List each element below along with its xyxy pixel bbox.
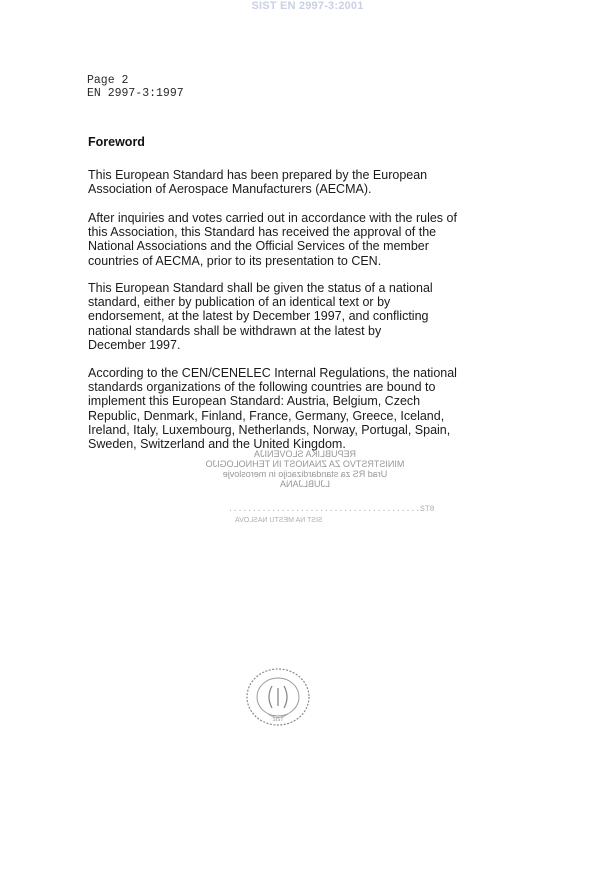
text-line: Ireland, Italy, Luxembourg, Netherlands, Norway, Portugal, Spain,	[88, 422, 451, 437]
text-line: National Associations and the Official Services of the member	[88, 239, 429, 254]
paragraph-approval	[88, 211, 528, 268]
stamp-line: Urad RS za standardizacijo in meroslovje	[222, 469, 388, 479]
text-line: implement this European Standard: Austria, Belgium, Czech	[88, 394, 421, 409]
text-line: This European Standard shall be given the status of a national	[88, 281, 433, 295]
text-line: After inquiries and votes carried out in accordance with the rules of	[88, 211, 457, 225]
text-line: this Association, this Standard has received the approval of the	[88, 225, 437, 240]
stamp-line: MINISTRSTVO ZA ZNANOST IN TEHNOLOGIJO	[205, 459, 405, 469]
stamp-line: REPUBLIKA SLOVENIJA	[253, 449, 357, 459]
paragraph-national-status	[88, 281, 528, 352]
text-line: countries of AECMA, prior to its presentation to CEN.	[88, 253, 382, 268]
text-line: standards organizations of the following countries are bound to	[88, 380, 436, 395]
text-line: December 1997.	[88, 337, 181, 352]
page-header	[87, 74, 184, 100]
paragraph-prepared-by	[88, 168, 528, 196]
stamp-footer: SIST NA MESTU NASLOVA	[235, 517, 323, 524]
text-line: national standards shall be withdrawn at the latest by	[88, 323, 382, 338]
foreword-title: Foreword	[88, 135, 145, 149]
watermark-doc-id: SIST EN 2997-3:2001	[251, 0, 364, 12]
round-seal-stamp	[244, 666, 312, 728]
text-line: According to the CEN/CENELEC Internal Regulations, the national	[88, 366, 457, 380]
text-line: standard, either by publication of an identical text or by	[88, 295, 391, 310]
page-number: Page 2	[87, 74, 129, 87]
text-line: Association of Aerospace Manufacturers (AECMA).	[88, 182, 372, 197]
stamp-dotted-line: ........................................ST8	[228, 505, 435, 514]
bleed-through-stamp	[205, 449, 405, 489]
seal-emblem	[269, 686, 287, 708]
text-line: Republic, Denmark, Finland, France, Germany, Greece, Iceland,	[88, 408, 445, 423]
stamp-line: LJUBLJANA	[279, 479, 331, 489]
seal-label: SIST	[272, 717, 284, 723]
text-line: Sweden, Switzerland and the United Kingdom.	[88, 437, 346, 452]
text-line: endorsement, at the latest by December 1997, and conflicting	[88, 309, 429, 324]
text-line: This European Standard has been prepared by the European	[88, 168, 428, 182]
paragraph-countries	[88, 366, 528, 451]
document-number: EN 2997-3:1997	[87, 87, 184, 100]
